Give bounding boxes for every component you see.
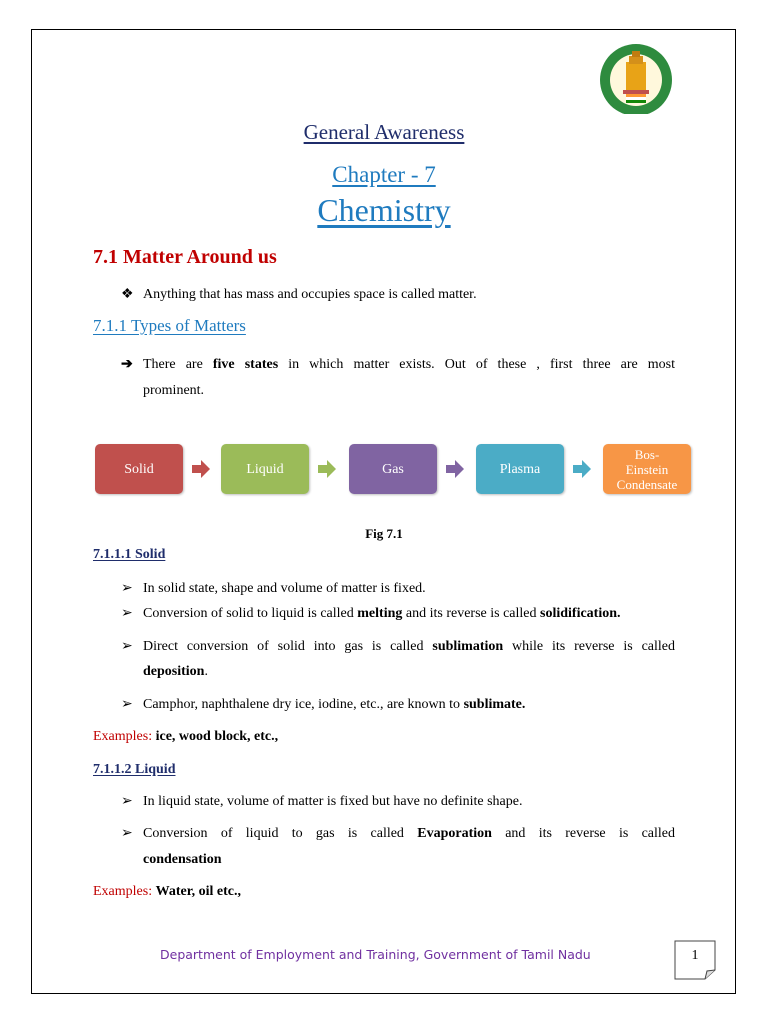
- flow-arrow-icon: [573, 460, 591, 478]
- solid-point-3-line-1: Direct conversion of solid into gas is called sublimation while its reverse is called: [143, 639, 675, 654]
- state-box-liquid: Liquid: [221, 444, 309, 494]
- chevron-bullet-icon: ➢: [121, 639, 133, 654]
- solid-point-1: In solid state, shape and volume of matter is fixed.: [143, 581, 426, 596]
- chevron-bullet-icon: ➢: [121, 581, 133, 596]
- subsection-heading-liquid: 7.1.1.2 Liquid: [93, 762, 176, 777]
- types-line-1: There are five states in which matter exists. Out of these , first three are most: [143, 357, 676, 372]
- solid-examples: Examples: ice, wood block, etc.,: [93, 729, 279, 744]
- diamond-bullet-icon: ❖: [121, 287, 134, 302]
- chevron-bullet-icon: ➢: [121, 606, 133, 621]
- liquid-examples: Examples: Water, oil etc.,: [93, 884, 242, 899]
- solid-point-2: Conversion of solid to liquid is called melting and its reverse is called solidification.: [143, 606, 621, 621]
- footer-department: Department of Employment and Training, Government of Tamil Nadu: [160, 947, 591, 962]
- chevron-bullet-icon: ➢: [121, 826, 133, 841]
- solid-point-3-line-2: deposition.: [143, 664, 208, 679]
- state-box-bec: Bos- Einstein Condensate: [603, 444, 691, 494]
- arrow-bullet-icon: ➔: [121, 357, 133, 372]
- figure-caption: Fig 7.1: [365, 526, 403, 541]
- section-heading-matter: 7.1 Matter Around us: [93, 246, 277, 268]
- page-number: 1: [691, 948, 699, 963]
- state-box-solid: Solid: [95, 444, 183, 494]
- state-box-plasma: Plasma: [476, 444, 564, 494]
- flow-arrow-icon: [446, 460, 464, 478]
- liquid-point-2-line-2: condensation: [143, 852, 222, 867]
- section-heading-types: 7.1.1 Types of Matters: [93, 316, 246, 335]
- subject-title: General Awareness: [303, 120, 465, 144]
- liquid-point-2-line-1: Conversion of liquid to gas is called Evaporation and its reverse is called: [143, 826, 675, 841]
- chevron-bullet-icon: ➢: [121, 794, 133, 809]
- flow-arrow-icon: [318, 460, 336, 478]
- states-flow-diagram: [95, 444, 695, 494]
- page-title: Chemistry: [317, 192, 451, 228]
- matter-definition: Anything that has mass and occupies space is called matter.: [143, 287, 477, 302]
- liquid-point-1: In liquid state, volume of matter is fixed but have no definite shape.: [143, 794, 523, 809]
- chevron-bullet-icon: ➢: [121, 697, 133, 712]
- chapter-title: Chapter - 7: [332, 162, 436, 187]
- state-box-gas: Gas: [349, 444, 437, 494]
- solid-point-4: Camphor, naphthalene dry ice, iodine, etc., are known to sublimate.: [143, 697, 526, 712]
- subsection-heading-solid: 7.1.1.1 Solid: [93, 547, 166, 562]
- tamil-nadu-emblem-icon: [596, 42, 676, 122]
- flow-arrow-icon: [192, 460, 210, 478]
- types-line-2: prominent.: [143, 383, 205, 398]
